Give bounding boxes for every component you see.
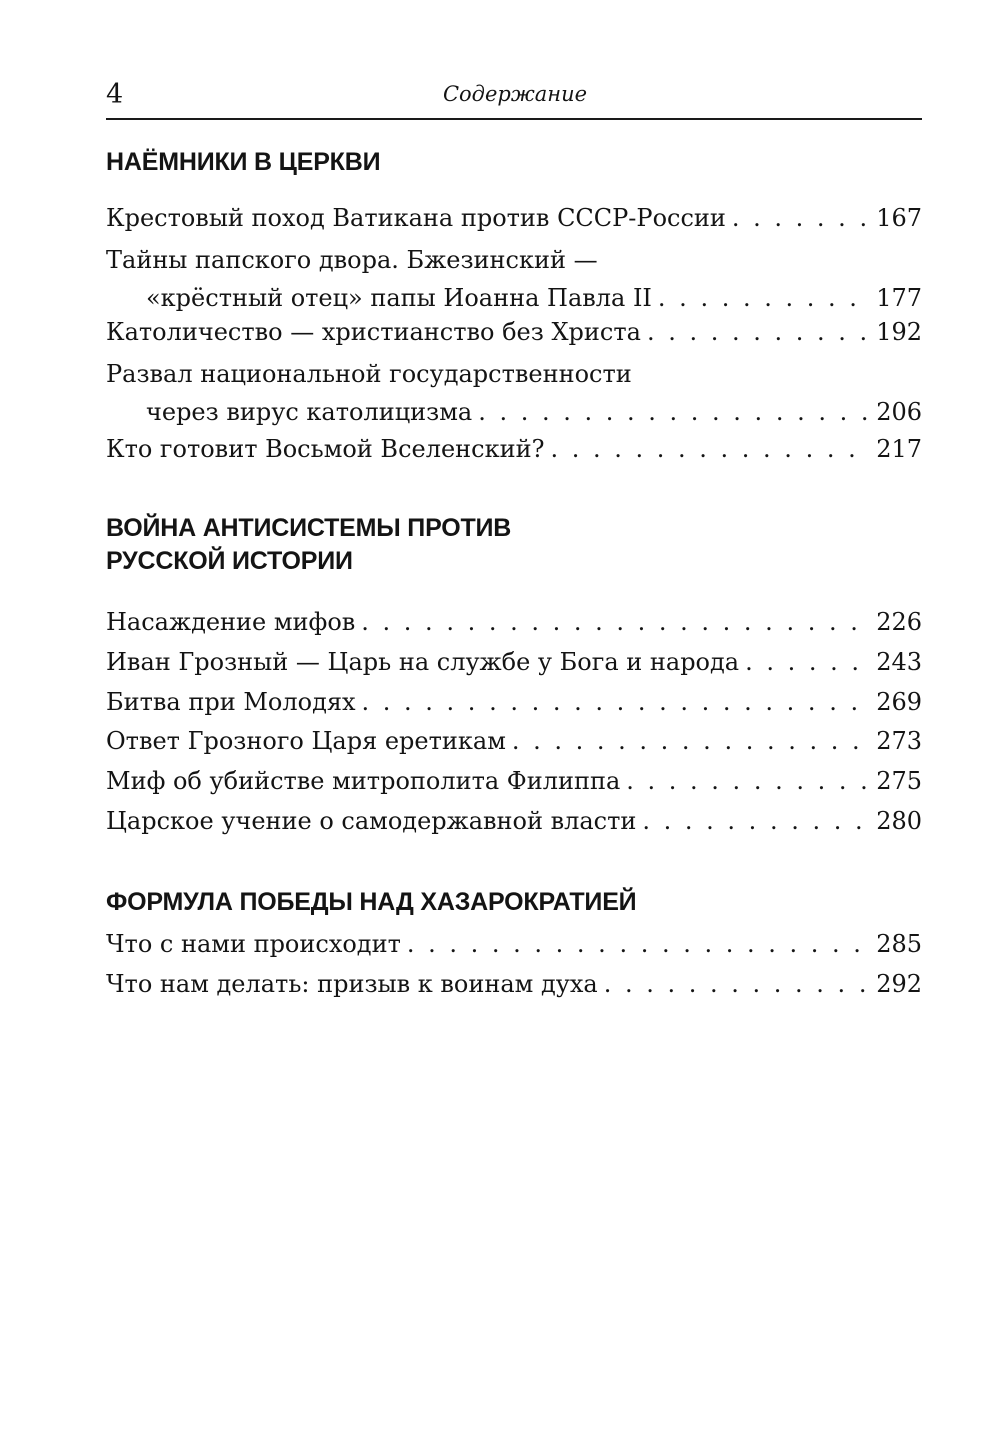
toc-entry[interactable] xyxy=(106,603,922,641)
dot-leader xyxy=(604,965,870,1003)
header-rule xyxy=(106,118,922,120)
entry-page: 269 xyxy=(876,688,922,716)
dot-leader xyxy=(626,762,870,800)
entry-title: Что с нами происходит xyxy=(106,930,401,958)
entry-page: 192 xyxy=(876,318,922,346)
dot-leader xyxy=(478,393,870,431)
entry-title: Ответ Грозного Царя еретикам xyxy=(106,727,506,755)
dot-leader xyxy=(407,925,870,963)
section-title: ФОРМУЛА ПОБЕДЫ НАД ХАЗАРОКРАТИЕЙ xyxy=(106,888,637,916)
entry-title: Крестовый поход Ватикана против СССР-России xyxy=(106,204,726,232)
entry-page: 177 xyxy=(876,284,922,312)
entry-title: Битва при Молодях xyxy=(106,688,356,716)
dot-leader xyxy=(647,313,870,351)
entry-page: 275 xyxy=(876,767,922,795)
toc-entry[interactable] xyxy=(106,313,922,351)
dot-leader xyxy=(745,643,870,681)
toc-entry[interactable] xyxy=(106,925,922,963)
entry-page: 167 xyxy=(876,204,922,232)
toc-entry[interactable] xyxy=(106,965,922,1003)
entry-title: Миф об убийстве митрополита Филиппа xyxy=(106,767,621,795)
entry-page: 243 xyxy=(876,648,922,676)
dot-leader xyxy=(512,722,870,760)
dot-leader xyxy=(642,802,870,840)
dot-leader xyxy=(362,683,871,721)
dot-leader xyxy=(658,279,870,317)
entry-title-line1: Развал национальной государственности xyxy=(106,360,632,388)
section-title-line: ВОЙНА АНТИСИСТЕМЫ ПРОТИВ xyxy=(106,514,512,542)
toc-entry[interactable] xyxy=(106,722,922,760)
entry-page: 217 xyxy=(876,435,922,463)
dot-leader xyxy=(732,199,870,237)
entry-page: 226 xyxy=(876,608,922,636)
page-number: 4 xyxy=(106,79,124,110)
entry-page: 285 xyxy=(876,930,922,958)
entry-title: Католичество — христианство без Христа xyxy=(106,318,641,346)
entry-title: через вирус католицизма xyxy=(146,398,473,426)
toc-entry[interactable] xyxy=(106,355,922,431)
dot-leader xyxy=(550,430,870,468)
entry-title: Царское учение о самодержавной власти xyxy=(106,807,637,835)
entry-page: 292 xyxy=(876,970,922,998)
section-title xyxy=(106,512,922,578)
toc-entry[interactable] xyxy=(106,643,922,681)
running-head: Содержание xyxy=(442,82,588,106)
entry-title: Иван Грозный — Царь на службе у Бога и народа xyxy=(106,648,740,676)
entry-page: 273 xyxy=(876,727,922,755)
entry-page: 206 xyxy=(876,398,922,426)
entry-title: «крёстный отец» папы Иоанна Павла II xyxy=(146,284,652,312)
entry-title: Насаждение мифов xyxy=(106,608,356,636)
entry-page: 280 xyxy=(876,807,922,835)
toc-entry[interactable] xyxy=(106,762,922,800)
toc-entry[interactable] xyxy=(106,683,922,721)
toc-entry[interactable] xyxy=(106,802,922,840)
toc-entry[interactable] xyxy=(106,241,922,317)
entry-title: Что нам делать: призыв к воинам духа xyxy=(106,970,598,998)
section-title-line: РУССКОЙ ИСТОРИИ xyxy=(106,547,353,575)
entry-title: Кто готовит Восьмой Вселенский? xyxy=(106,435,545,463)
section-title: НАЁМНИКИ В ЦЕРКВИ xyxy=(106,148,381,176)
dot-leader xyxy=(361,603,870,641)
toc-entry[interactable] xyxy=(106,430,922,468)
toc-entry[interactable] xyxy=(106,199,922,237)
entry-title-line1: Тайны папского двора. Бжезинский — xyxy=(106,246,598,274)
